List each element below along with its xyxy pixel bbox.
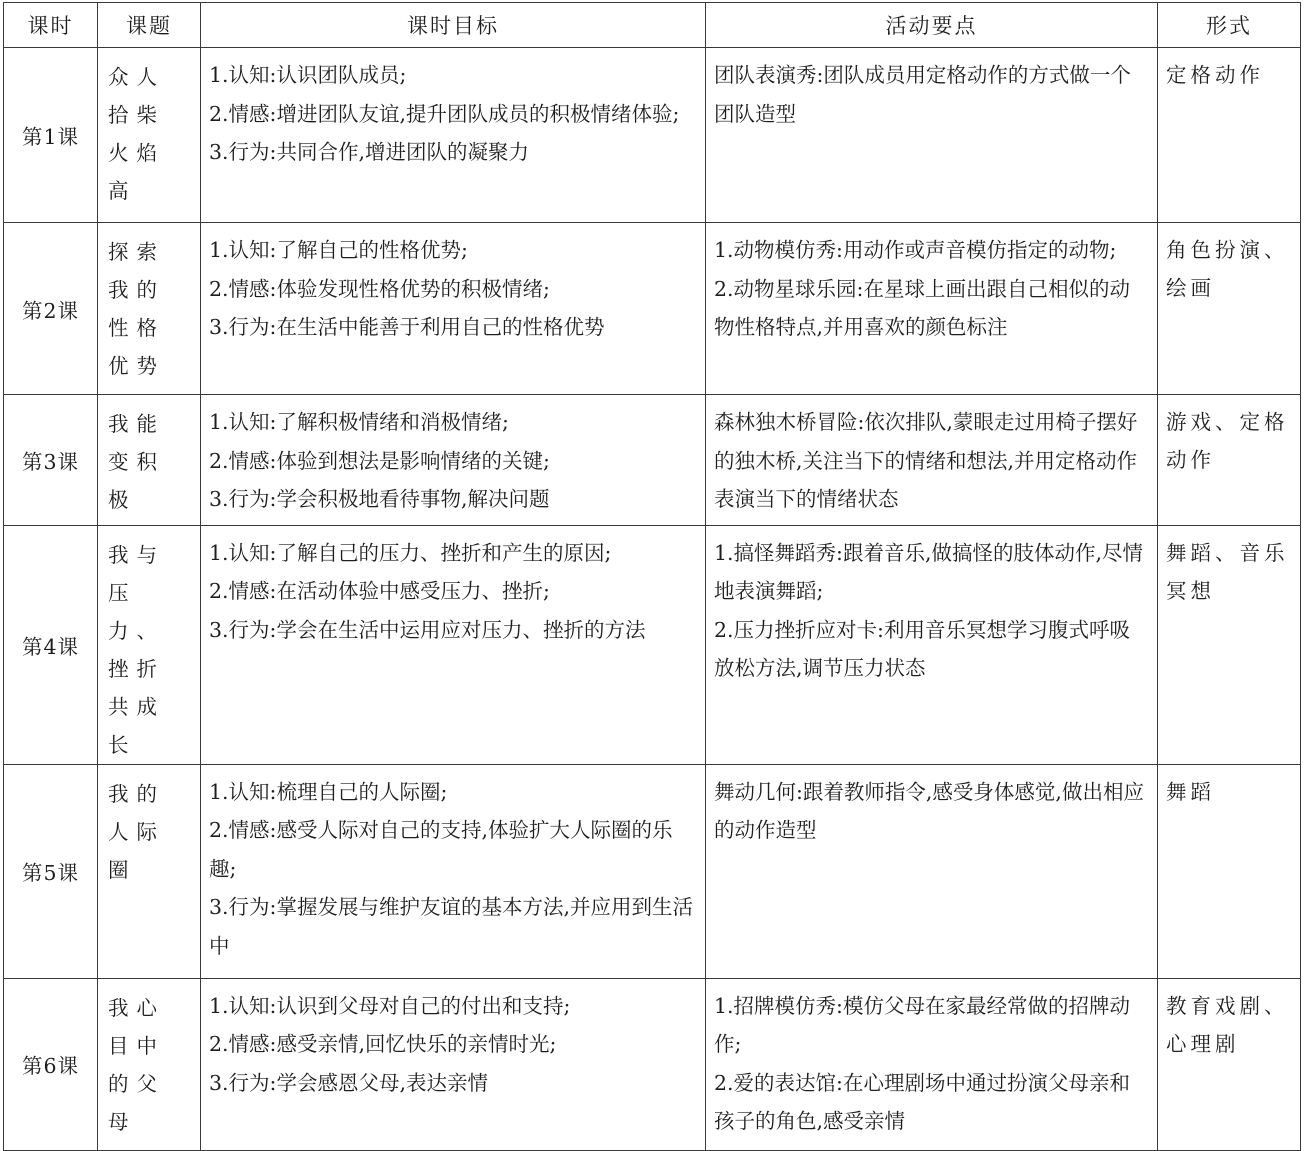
goal-item: 1.认知:认识团队成员; [209, 63, 407, 87]
goal-item: 1.认知:了解自己的压力、挫折和产生的原因; [209, 540, 612, 565]
lesson-cell: 第6课 [4, 978, 98, 1150]
curriculum-table [3, 2, 1301, 1151]
goal-item: 1.认知:梳理自己的人际圈; [209, 779, 448, 804]
goals-cell [201, 978, 706, 1150]
topic-cell: 探索我的性格优势 [98, 223, 201, 395]
topic-cell: 我的人际圈 [98, 764, 201, 978]
activities-cell [706, 223, 1158, 395]
goal-item: 1.认知:了解自己的性格优势; [209, 238, 468, 262]
table-row [4, 525, 1301, 764]
activity-item: 舞动几何:跟着教师指令,感受身体感觉,做出相应的动作造型 [714, 779, 1144, 842]
goal-item: 3.行为:在生活中能善于利用自己的性格优势 [209, 315, 605, 339]
form-cell: 舞蹈 [1158, 764, 1301, 978]
goals-cell [201, 395, 706, 526]
goals-cell [201, 223, 706, 395]
activity-item: 2.动物星球乐园:在星球上画出跟自己相似的动物性格特点,并用喜欢的颜色标注 [714, 276, 1130, 339]
form-cell: 舞蹈、音乐冥想 [1158, 525, 1301, 764]
header-row [4, 3, 1301, 48]
header-activities: 活动要点 [706, 3, 1158, 48]
form-cell: 教育戏剧、心理剧 [1158, 978, 1301, 1150]
form-cell: 角色扮演、绘画 [1158, 223, 1301, 395]
header-form: 形式 [1158, 3, 1301, 48]
topic-cell: 我心目中的父母 [98, 978, 201, 1150]
lesson-cell: 第5课 [4, 764, 98, 978]
goals-cell [201, 764, 706, 978]
header-topic: 课题 [98, 3, 201, 48]
activity-item: 1.动物模仿秀:用动作或声音模仿指定的动物; [714, 238, 1117, 262]
goal-item: 2.情感:在活动体验中感受压力、挫折; [209, 579, 550, 603]
goal-item: 3.行为:共同合作,增进团队的凝聚力 [209, 140, 529, 164]
activities-cell [706, 764, 1158, 978]
activity-item: 1.招牌模仿秀:模仿父母在家最经常做的招牌动作; [714, 993, 1130, 1056]
goals-cell [201, 525, 706, 764]
goal-item: 3.行为:学会感恩父母,表达亲情 [209, 1070, 488, 1095]
table-row [4, 978, 1301, 1150]
goal-item: 2.情感:增进团队友谊,提升团队成员的积极情绪体验; [209, 101, 680, 126]
activities-cell [706, 395, 1158, 526]
activities-cell [706, 48, 1158, 223]
form-cell: 游戏、定格动作 [1158, 395, 1301, 526]
lesson-cell: 第3课 [4, 395, 98, 526]
activity-item: 团队表演秀:团队成员用定格动作的方式做一个团队造型 [714, 63, 1131, 126]
header-lesson: 课时 [4, 3, 98, 48]
goal-item: 2.情感:感受人际对自己的支持,体验扩大人际圈的乐趣; [209, 818, 673, 881]
table-row [4, 48, 1301, 223]
table-row [4, 223, 1301, 395]
topic-cell: 众人拾柴火焰高 [98, 48, 201, 223]
lesson-cell: 第4课 [4, 525, 98, 764]
goal-item: 2.情感:体验发现性格优势的积极情绪; [209, 276, 550, 301]
goals-cell [201, 48, 706, 223]
table-row [4, 395, 1301, 526]
goal-item: 3.行为:学会积极地看待事物,解决问题 [209, 487, 550, 511]
header-goals: 课时目标 [201, 3, 706, 48]
topic-cell: 我能变积极 [98, 395, 201, 526]
activity-item: 森林独木桥冒险:依次排队,蒙眼走过用椅子摆好的独木桥,关注当下的情绪和想法,并用定格动作表演当下的情绪状态 [714, 410, 1138, 511]
lesson-cell: 第1课 [4, 48, 98, 223]
goal-item: 3.行为:掌握发展与维护友谊的基本方法,并应用到生活中 [209, 895, 693, 958]
goal-item: 1.认知:认识到父母对自己的付出和支持; [209, 993, 571, 1018]
activities-cell [706, 525, 1158, 764]
goal-item: 3.行为:学会在生活中运用应对压力、挫折的方法 [209, 617, 646, 642]
form-cell: 定格动作 [1158, 48, 1301, 223]
topic-cell: 我与压力、挫折共成长 [98, 525, 201, 764]
table-row [4, 764, 1301, 978]
activity-item: 1.搞怪舞蹈秀:跟着音乐,做搞怪的肢体动作,尽情地表演舞蹈; [714, 540, 1143, 603]
activities-cell [706, 978, 1158, 1150]
activity-item: 2.爱的表达馆:在心理剧场中通过扮演父母亲和孩子的角色,感受亲情 [714, 1070, 1130, 1133]
lesson-cell: 第2课 [4, 223, 98, 395]
activity-item: 2.压力挫折应对卡:利用音乐冥想学习腹式呼吸放松方法,调节压力状态 [714, 617, 1130, 680]
goal-item: 1.认知:了解积极情绪和消极情绪; [209, 410, 509, 434]
goal-item: 2.情感:感受亲情,回忆快乐的亲情时光; [209, 1032, 557, 1056]
goal-item: 2.情感:体验到想法是影响情绪的关键; [209, 448, 550, 473]
